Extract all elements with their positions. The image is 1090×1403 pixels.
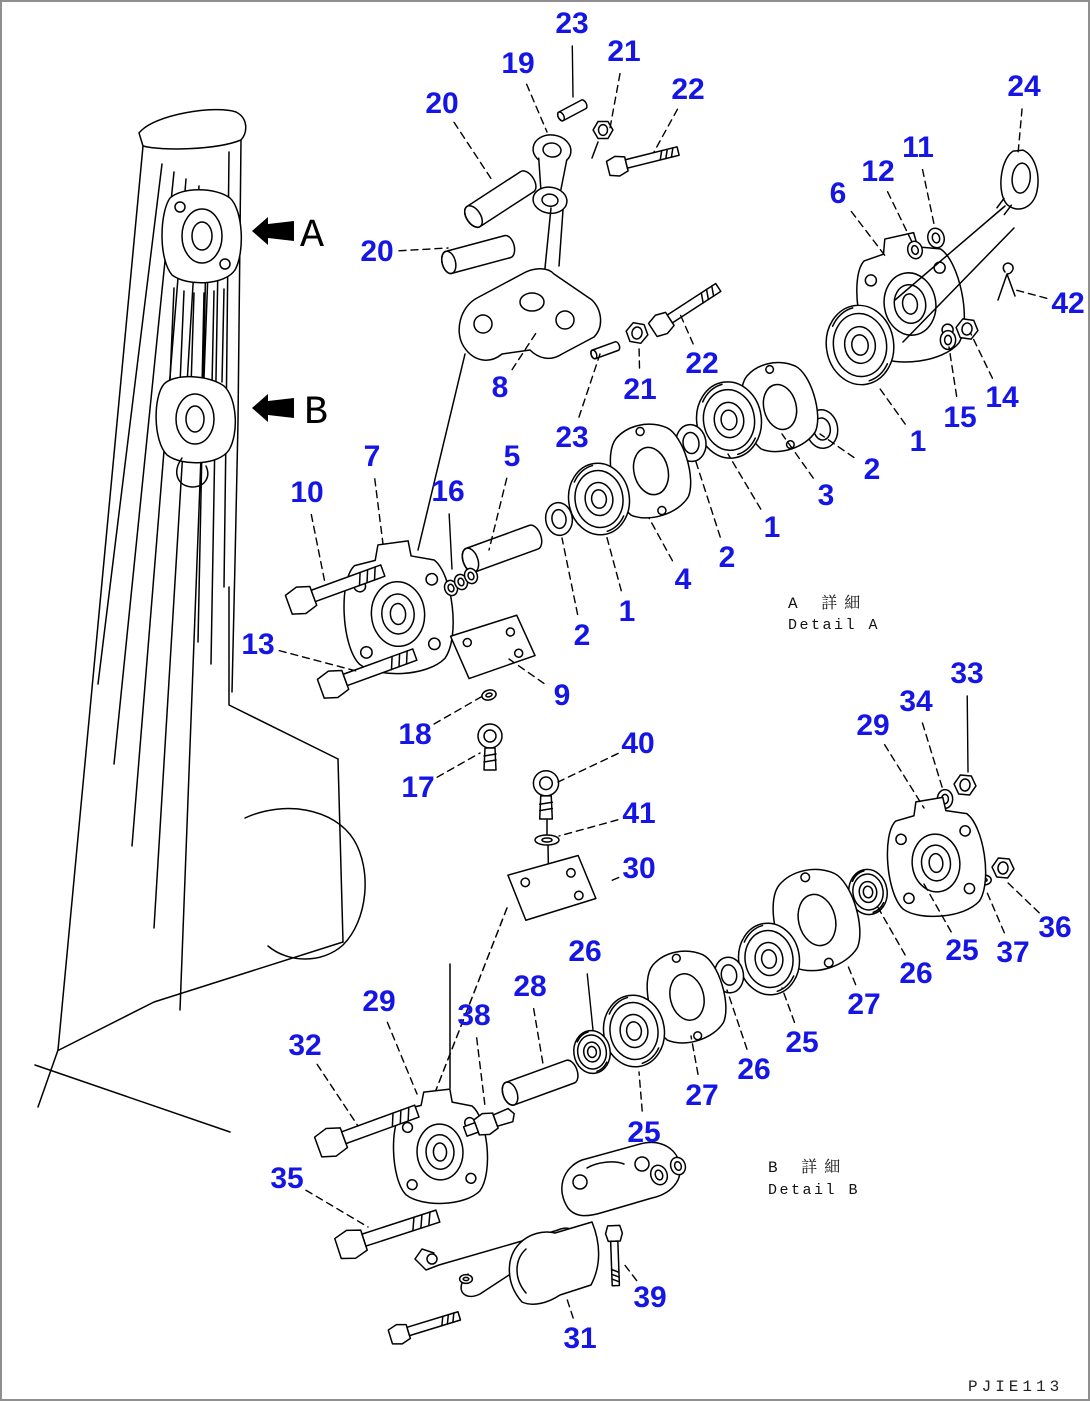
leader-line-22: [680, 314, 693, 344]
callout-34: 34: [899, 685, 933, 718]
bolt-part: [647, 278, 724, 339]
leader-line-22: [654, 109, 677, 152]
callout-25: 25: [785, 1026, 819, 1059]
leader-line-1: [878, 386, 905, 424]
callout-7: 7: [363, 440, 381, 473]
callout-13: 13: [241, 628, 275, 661]
callout-10: 10: [290, 476, 324, 509]
callout-25: 25: [945, 934, 979, 967]
callout-32: 32: [288, 1029, 322, 1062]
leader-line-19: [527, 84, 547, 132]
pin-part: [439, 234, 516, 275]
upper-pulley-bracket: [162, 190, 241, 283]
leader-line-21: [639, 346, 640, 368]
pin-part: [556, 99, 588, 122]
leader-line-7: [375, 479, 383, 544]
callout-40: 40: [621, 727, 655, 760]
view-label-a: A: [299, 214, 325, 259]
nut-part: [953, 775, 977, 796]
callout-2: 2: [573, 619, 591, 652]
callout-27: 27: [685, 1079, 719, 1112]
washer-part: [926, 226, 947, 249]
leader-line-20: [454, 122, 492, 180]
callout-25: 25: [627, 1116, 661, 1149]
washer-part: [940, 331, 955, 350]
callout-38: 38: [457, 999, 491, 1032]
eyebolt-part: [533, 771, 558, 819]
leader-line-2: [562, 538, 578, 614]
callout-1: 1: [909, 425, 927, 458]
detail-a-assembly: [284, 99, 1041, 770]
callout-18: 18: [398, 718, 432, 751]
callout-14: 14: [985, 381, 1019, 414]
tension-pulley-bracket: [390, 1087, 489, 1206]
leader-line-4: [649, 518, 672, 561]
callout-41: 41: [622, 797, 656, 830]
pin-part: [590, 341, 621, 360]
callout-24: 24: [1007, 70, 1041, 103]
leader-line-36: [1005, 880, 1039, 913]
leader-line-11: [923, 170, 934, 224]
callout-11: 11: [902, 131, 934, 164]
leader-line-18: [434, 697, 481, 724]
callout-17: 17: [401, 771, 435, 804]
leader-line-23: [572, 46, 573, 97]
callout-15: 15: [943, 401, 977, 434]
callout-2: 2: [718, 541, 736, 574]
bolt-part: [387, 1306, 462, 1346]
leader-line-37: [986, 890, 1004, 933]
support-bracket: [459, 269, 600, 360]
callout-39: 39: [633, 1281, 667, 1314]
leader-line-29: [885, 745, 924, 808]
leader-line-39: [624, 1264, 637, 1281]
cotter-pin: [998, 263, 1015, 300]
leader-line-14: [971, 334, 992, 378]
leader-line-9: [509, 659, 544, 683]
leader-line-17: [437, 753, 480, 777]
bolt-part: [605, 1225, 624, 1286]
callout-1: 1: [763, 511, 781, 544]
callout-26: 26: [899, 957, 933, 990]
clip-part: [460, 1275, 473, 1284]
bolt-part: [606, 141, 681, 178]
nut-part: [593, 121, 613, 138]
detail-b-assembly: [313, 771, 1015, 1347]
callout-8: 8: [491, 371, 509, 404]
detail-a-title: A 詳細: [788, 595, 868, 613]
lower-pulley-bracket: [156, 377, 235, 463]
leader-line-28: [534, 1009, 543, 1064]
view-label-b: B: [303, 391, 329, 436]
eyebolt-part: [478, 724, 502, 770]
leader-line-40: [558, 753, 618, 782]
plate-part: [507, 855, 597, 922]
callout-22: 22: [685, 347, 719, 380]
leader-line-27: [848, 966, 856, 985]
view-arrow-b: [252, 394, 294, 422]
leader-line-10: [311, 515, 325, 583]
leader-line-21: [610, 74, 620, 128]
plate-part: [449, 614, 537, 680]
callout-16: 16: [431, 475, 465, 508]
leader-line-25: [639, 1072, 642, 1111]
callout-33: 33: [950, 657, 984, 690]
leader-line-15: [949, 347, 957, 396]
callout-3: 3: [817, 479, 835, 512]
leader-line-23: [579, 354, 600, 417]
callout-29: 29: [856, 709, 890, 742]
callout-21: 21: [607, 35, 641, 68]
leader-line-24: [1018, 109, 1022, 154]
callout-1: 1: [618, 595, 636, 628]
leader-line-29: [387, 1022, 417, 1094]
nut-part: [991, 858, 1015, 879]
callout-35: 35: [270, 1162, 304, 1195]
callout-20: 20: [360, 235, 394, 268]
detail-b-subtitle: Detail B: [768, 1182, 861, 1199]
spacer-part: [499, 1058, 581, 1107]
washer-part: [535, 835, 559, 845]
callout-42: 42: [1051, 287, 1085, 320]
leader-line-32: [317, 1064, 358, 1126]
leader-line-35: [306, 1190, 368, 1227]
callout-5: 5: [503, 440, 521, 473]
leader-line-38: [477, 1038, 485, 1106]
nut-part: [625, 322, 650, 345]
leader-line-20: [399, 248, 448, 251]
leader-line-12: [888, 192, 912, 242]
callout-23: 23: [555, 7, 589, 40]
leader-line-1: [606, 534, 621, 591]
callout-12: 12: [861, 155, 895, 188]
leader-line-34: [922, 723, 943, 790]
leader-line-2: [696, 462, 720, 537]
view-arrow-a: [252, 217, 294, 245]
leader-line-1: [728, 454, 761, 509]
leader-line-33: [967, 696, 968, 772]
detail-a-subtitle: Detail A: [788, 617, 881, 634]
clip-part: [481, 688, 497, 701]
callout-26: 26: [568, 935, 602, 968]
leader-line-13: [279, 651, 360, 672]
leader-line-42: [1012, 289, 1047, 298]
wheel-arch: [245, 809, 365, 959]
callout-36: 36: [1038, 911, 1072, 944]
callout-28: 28: [513, 970, 547, 1003]
callout-6: 6: [829, 177, 847, 210]
callout-22: 22: [671, 73, 705, 106]
callout-29: 29: [362, 985, 396, 1018]
pin-part: [461, 168, 539, 231]
leader-line-41: [559, 820, 618, 836]
callout-37: 37: [996, 936, 1030, 969]
mast-structure: [35, 110, 365, 1132]
drawing-number: PJIE113: [968, 1378, 1064, 1396]
callout-26: 26: [737, 1053, 771, 1086]
callout-20: 20: [425, 87, 459, 120]
leader-line-6: [851, 211, 886, 257]
detail-b-title: B 詳細: [768, 1159, 848, 1177]
callout-23: 23: [555, 421, 589, 454]
link-part: [524, 133, 575, 216]
leader-line-30: [608, 878, 619, 882]
callout-9: 9: [553, 679, 571, 712]
leader-line-31: [566, 1296, 573, 1318]
leader-line-26: [876, 904, 905, 955]
callout-4: 4: [674, 563, 692, 596]
leader-line-26: [587, 974, 593, 1030]
callout-27: 27: [847, 988, 881, 1021]
leader-line-16: [449, 514, 452, 569]
callout-30: 30: [622, 852, 656, 885]
callout-2: 2: [863, 453, 881, 486]
spacer-part: [459, 523, 545, 575]
callout-19: 19: [501, 47, 535, 80]
leader-line-25: [782, 988, 794, 1022]
callout-31: 31: [563, 1322, 597, 1355]
fork-lever: [415, 1222, 599, 1304]
callout-21: 21: [623, 373, 657, 406]
fan-drive-housing: [881, 794, 990, 921]
leader-line-26: [727, 990, 747, 1049]
